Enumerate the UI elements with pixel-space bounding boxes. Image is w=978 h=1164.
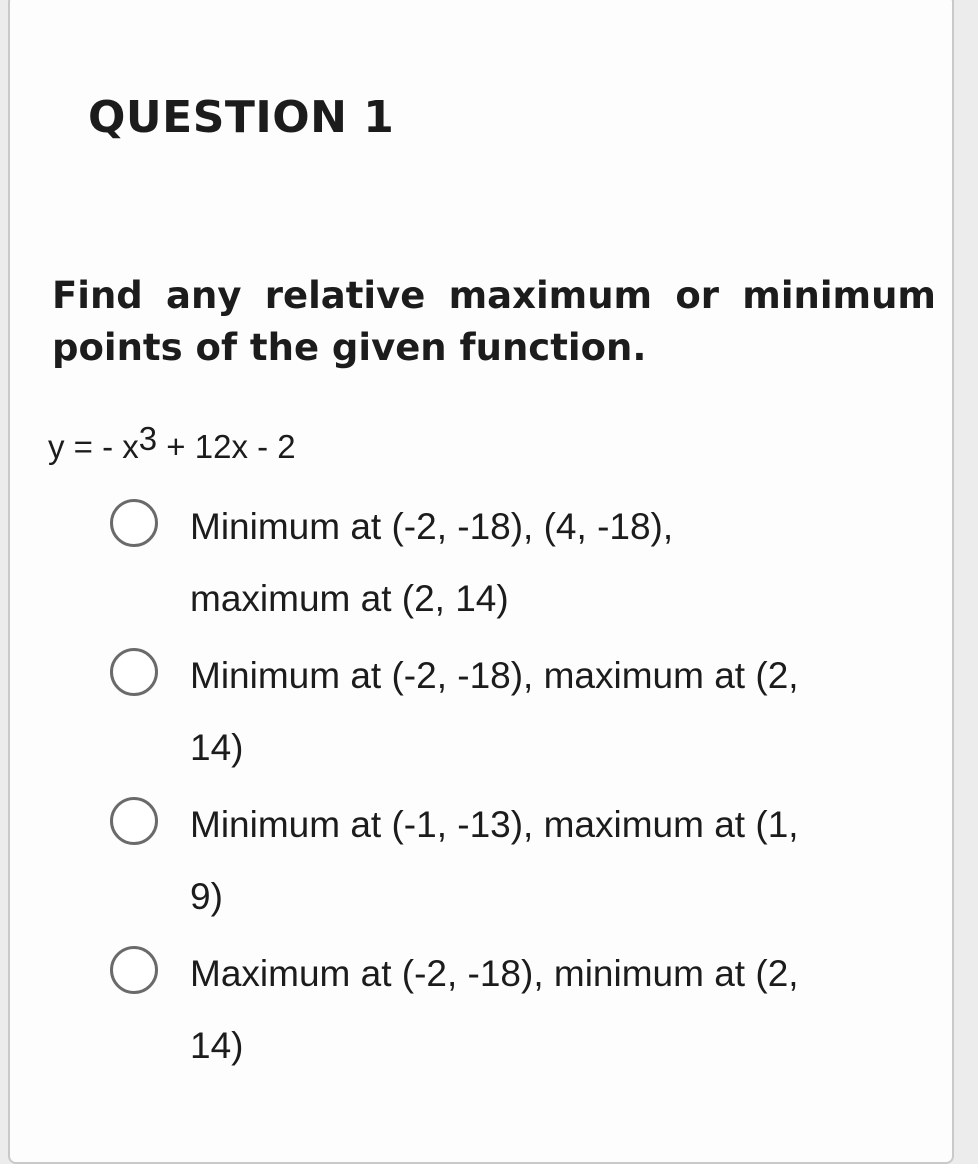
answer-option-1[interactable] xyxy=(110,491,870,635)
answer-option-label: Maximum at (-2, -18), minimum at (2, 14) xyxy=(190,953,799,1066)
answer-options xyxy=(110,491,870,1087)
question-title: QUESTION 1 xyxy=(88,92,395,143)
function-suffix: + 12x - 2 xyxy=(157,428,296,465)
answer-option-label: Minimum at (-2, -18), (4, -18), maximum at (2, 14) xyxy=(190,506,674,619)
answer-option-2[interactable] xyxy=(110,640,870,784)
answer-option-label: Minimum at (-2, -18), maximum at (2, 14) xyxy=(190,655,799,768)
answer-option-label: Minimum at (-1, -13), maximum at (1, 9) xyxy=(190,804,799,917)
radio-button-icon[interactable] xyxy=(110,499,158,547)
radio-button-icon[interactable] xyxy=(110,797,158,845)
function-prefix: y = - x xyxy=(48,428,139,465)
radio-button-icon[interactable] xyxy=(110,648,158,696)
function-exponent: 3 xyxy=(138,420,158,457)
answer-option-4[interactable] xyxy=(110,938,870,1082)
question-card xyxy=(8,0,954,1164)
radio-button-icon[interactable] xyxy=(110,946,158,994)
question-prompt: Find any relative maximum or minimum points of the given function. xyxy=(52,274,936,369)
answer-option-3[interactable] xyxy=(110,789,870,933)
function-expression xyxy=(48,420,296,466)
